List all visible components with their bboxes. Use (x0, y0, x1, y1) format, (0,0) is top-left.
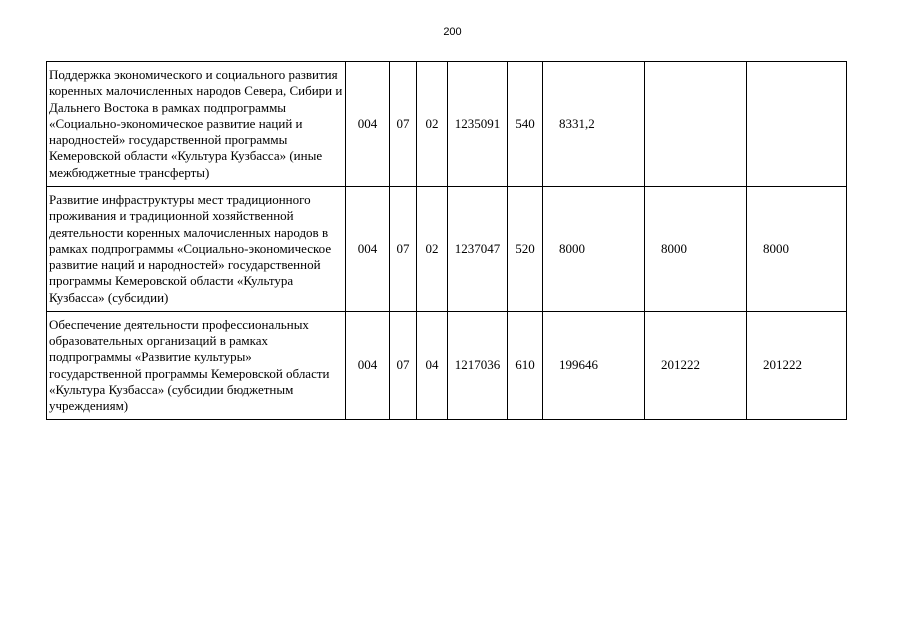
amount-year-2 (645, 62, 747, 187)
amount-year-2: 8000 (645, 187, 747, 312)
row-description: Развитие инфраструктуры мест традиционного проживания и традиционной хозяйственной деятельности коренных малочисленных народов в рамках подпрограммы «Социально-экономическое развитие наций и народностей» государственной программы Кемеровской области «Культура Кузбасса» (субсидии) (47, 187, 346, 312)
row-description: Обеспечение деятельности профессиональных образовательных организаций в рамках подпрограммы «Развитие культуры» государственной программы Кемеровской области «Культура Кузбасса» (субсидии бюджетным учреждениям) (47, 312, 346, 420)
table-row (47, 187, 847, 312)
subsection-code: 02 (417, 62, 448, 187)
section-code: 07 (390, 187, 417, 312)
expense-type-code: 610 (508, 312, 543, 420)
amount-year-1: 8331,2 (543, 62, 645, 187)
amount-year-1: 8000 (543, 187, 645, 312)
amount-year-1: 199646 (543, 312, 645, 420)
target-article-code: 1237047 (448, 187, 508, 312)
amount-year-3 (747, 62, 847, 187)
table-row (47, 312, 847, 420)
amount-year-3: 8000 (747, 187, 847, 312)
budget-table (46, 61, 847, 420)
ministry-code: 004 (346, 312, 390, 420)
section-code: 07 (390, 312, 417, 420)
subsection-code: 02 (417, 187, 448, 312)
expense-type-code: 540 (508, 62, 543, 187)
subsection-code: 04 (417, 312, 448, 420)
amount-year-2: 201222 (645, 312, 747, 420)
row-description: Поддержка экономического и социального развития коренных малочисленных народов Севера, Сибири и Дальнего Востока в рамках подпрограммы «Социально-экономическое развитие наций и народностей» государственной программы Кемеровской области «Культура Кузбасса» (иные межбюджетные трансферты) (47, 62, 346, 187)
expense-type-code: 520 (508, 187, 543, 312)
page-number: 200 (443, 26, 462, 38)
table-row (47, 62, 847, 187)
amount-year-3: 201222 (747, 312, 847, 420)
target-article-code: 1217036 (448, 312, 508, 420)
section-code: 07 (390, 62, 417, 187)
ministry-code: 004 (346, 187, 390, 312)
target-article-code: 1235091 (448, 62, 508, 187)
ministry-code: 004 (346, 62, 390, 187)
